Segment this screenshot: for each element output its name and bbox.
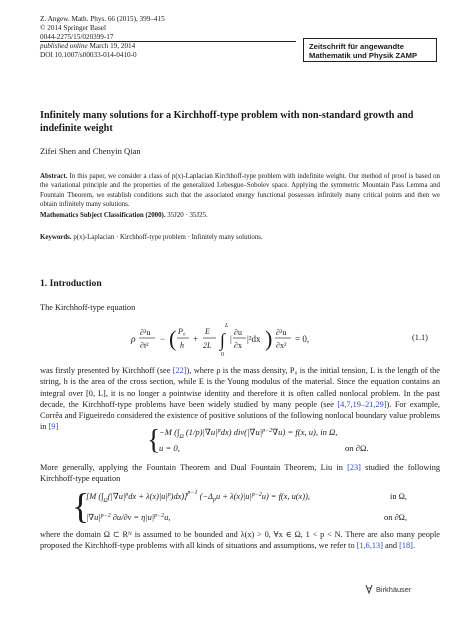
eq1-rparen: ) [265,326,273,351]
abstract-label: Abstract. [40,173,68,180]
citation-link-group-b[interactable]: [1,6,13] [356,541,383,551]
section-heading: 1. Introduction [40,278,102,289]
citation-link-23[interactable]: [23] [347,463,361,472]
eq1-E: E [205,327,210,336]
msc-label: Mathematics Subject Classification (2000). [40,212,166,219]
publisher-name: Birkhäuser [376,585,412,594]
eq1-p0: P₀ [178,327,186,336]
eq2-row2: u = 0, [159,443,180,453]
eq1-int-top: L [225,323,229,329]
published-date [40,42,165,51]
birkhauser-icon [365,584,373,594]
citation-link-group-a[interactable]: [4,7,19–21,29] [337,399,387,409]
eq1-lparen: ( [169,326,177,351]
svg-text:∂u: ∂u [234,328,242,337]
para2-text-a: More generally, applying the Fountain Theorem and Dual Fountain Theorem, Liu in [40,463,348,472]
svg-text:∂x²: ∂x² [276,341,287,350]
issn: 0044-2275/15/020399-17 [40,32,114,41]
para1-text-c: ). For example, Corrêa and Figueiredo considered the existence of positive solutions of the following nonlocal boundary value problems in [40,399,440,432]
keywords-text: p(x)-Laplacian · Kirchhoff-type problem · Infinitely many solutions. [73,234,263,241]
eq3-row2-cond: on ∂Ω, [384,513,407,522]
intro-lead: The Kirchhoff-type equation [40,303,136,312]
eq3-row1: [M $(\int_\Omega(|\nabla u|^pdx + \lambda(x)|u|^p)dx)]^{p-1}$ $(-\Delta_pu + \lambda(x)|u|^{p-2}u) = f(x$, u(x)), [86,490,310,504]
publisher-logo [365,584,411,594]
svg-text:|: | [230,334,232,344]
para3-text-b: and [382,541,400,551]
eq2-row1: −M ($\int_\Omega$ $(1/p)|\nabla u|^pdx$) $div(|\nabla u|^{p-2}\nabla u) = f(x$, u), in Ω, [159,427,338,440]
citation-link-22[interactable]: [22] [172,366,187,375]
msc-classification [40,212,440,219]
keywords [40,234,440,241]
svg-text:+: + [193,334,199,344]
svg-text:{: { [72,486,90,526]
doi[interactable]: DOI 10.1007/s00033-014-0410-0 [40,50,137,59]
paper-authors: Zifei Shen and Chenyin Qian [40,146,141,156]
citation-link-18[interactable]: [18] [399,541,413,551]
svg-text:{: { [147,425,161,456]
journal-name-line1: Zeitschrift für angewandte [309,42,404,51]
header-rule [40,41,296,42]
citation-link-9[interactable]: [9] [48,422,59,432]
eq1-d2u: ∂²u [140,328,151,337]
eq1-rhs: = 0, [295,334,310,344]
equation-nonlocal-bvp [147,423,437,457]
intro-paragraph-2 [40,462,440,485]
eq1-dt2: ∂t² [140,341,149,350]
published-date-value: March 19, 2014 [89,41,136,50]
eq1-rho: ρ [131,335,136,345]
copyright: © 2014 Springer Basel [40,23,106,32]
svg-text:−: − [160,334,166,344]
publication-metadata [40,15,165,60]
para2-text-b: studied the following Kirchhoff-type equation [40,463,441,484]
journal-name-box [303,38,437,62]
svg-text:|²dx: |²dx [247,334,261,344]
paper-title: Infinitely many solutions for a Kirchhoff-type problem with non-standard growth and indefinite weight [40,110,414,134]
para1-text-a: was firstly presented by Kirchhoff (see [40,366,173,375]
equation-liu-kirchhoff [72,484,442,528]
keywords-label: Keywords. [40,234,72,241]
citation: Z. Angew. Math. Phys. 66 (2015), 399–415 [40,15,165,23]
eq1-h: h [180,341,184,350]
para3-text-c: . [412,541,416,551]
svg-text:∂x: ∂x [234,341,242,350]
eq1-2L: 2L [203,341,212,350]
equation-number: (1.1) [412,333,428,342]
journal-name-line2: Mathematik und Physik ZAMP [309,51,418,60]
svg-text:∂²u: ∂²u [276,328,287,337]
eq3-row2: $|\nabla u|^{p-2}$ $\partial u/\partial\nu = \eta|u|^{p-2}u$, [86,513,171,522]
published-prefix: published online [40,41,88,50]
intro-paragraph-3 [40,529,440,552]
abstract [40,172,440,210]
para3-text-a: where the domain Ω ⊂ Rᴺ is assumed to be bounded and λ(x) > 0, ∀x ∈ Ω, 1 < p < N. There are also many people proposed the Kirchhoff-type problems with all kinds of situations and assumptions, we refer to [40,530,440,551]
abstract-text: In this paper, we consider a class of p(x)-Laplacian Kirchhoff-type problem with indefinite weight. Our method of proof is based on the variational principle and the properties of the generalized Lebesgue–Sobolev space. Applying the symmetric Mountain Pass Lemma and Fountain Theorem, we establish conditions such that the associated energy functional possesses infinitely many critical points and then we obtain infinitely many solutions. [40,173,440,209]
msc-codes: 35J20 · 35J25. [167,212,208,219]
eq3-row1-cond: in Ω, [390,492,407,501]
eq1-int-bot: 0 [221,352,224,358]
equation-1-1 [125,319,395,359]
para1-text-b: ), where ρ is the mass density, P₀ is the initial tension, L is the length of the string, h is the area of the cross section, while E is the Young modulus of the material. Since the equation contains an integral over [0, L], it is no longer a pointwise identity and therefore it is often called nonlocal problem. In the past decade, the Kirchhoff-type problems have been widely studied by many people (see [40,366,440,409]
eq2-row2-cond: on ∂Ω. [345,443,369,453]
eq1-integral: ∫ [220,330,225,350]
